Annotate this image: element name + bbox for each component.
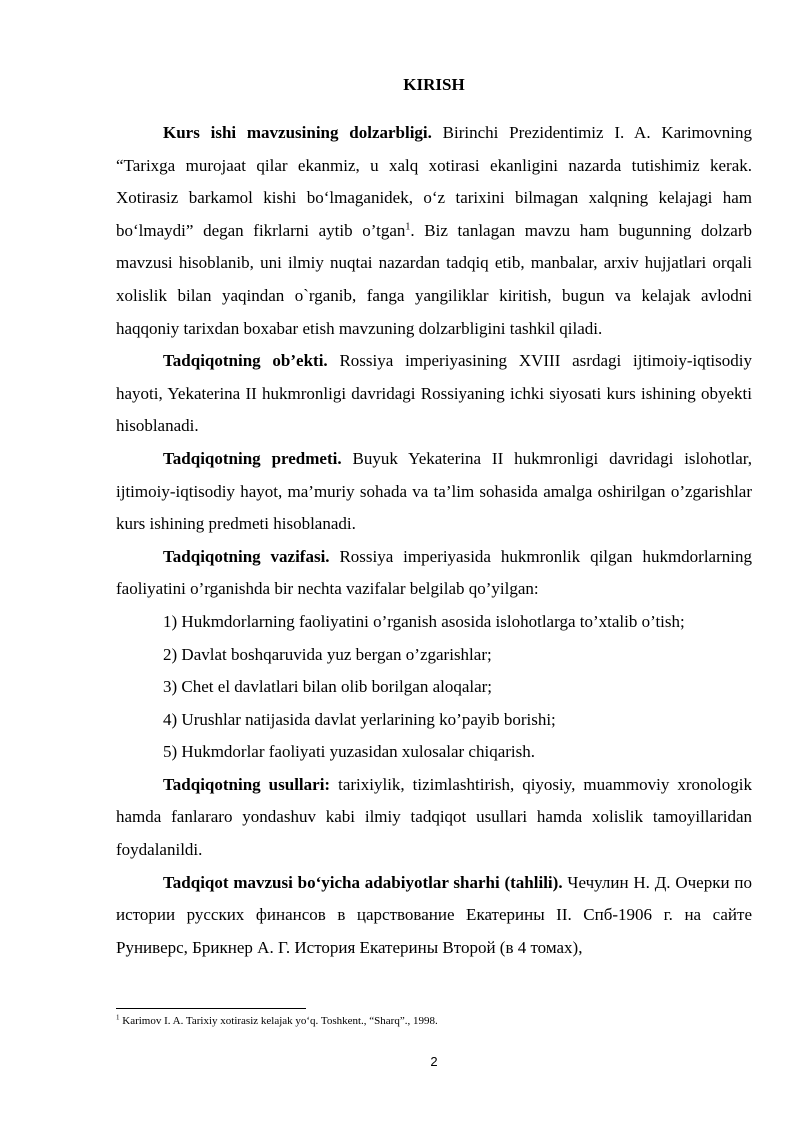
page-title: KIRISH bbox=[403, 75, 465, 94]
task-item-5: 5) Hukmdorlar faoliyati yuzasidan xulosalar chiqarish. bbox=[163, 742, 535, 762]
task-item-4: 4) Urushlar natijasida davlat yerlarining ko’payib borishi; bbox=[163, 709, 556, 729]
paragraph-object bbox=[116, 345, 752, 443]
document-body bbox=[116, 117, 752, 964]
paragraph-tasks bbox=[116, 541, 752, 606]
paragraph-literature bbox=[116, 867, 752, 965]
paragraph-text: Buyuk Yekaterina II hukmronligi davridagi islohotlar, ijtimoiy-iqtisodiy hayot, ma’muriy sohada va ta’lim sohasida amalga oshirilgan o’zgarishlar kurs ishining predmeti hisoblanadi. bbox=[116, 448, 752, 534]
paragraph-lead: Kurs ishi mavzusining dolzarbligi. bbox=[163, 123, 432, 142]
task-item-1: 1) Hukmdorlarning faoliyatini o’rganish asosida islohotlarga to’xtalib o’tish; bbox=[163, 611, 685, 631]
paragraph-lead: Tadqiqotning vazifasi. bbox=[163, 546, 330, 566]
paragraph-text: tarixiylik, tizimlashtirish, qiyosiy, muammoviy xronologik hamda fanlararo yondashuv kabi ilmiy tadqiqot usullari hamda xolislik tamoyillaridan foydalanildi. bbox=[116, 774, 752, 860]
footnote-mark: 1 bbox=[116, 1013, 120, 1022]
paragraph-subject bbox=[116, 443, 752, 541]
paragraph-text: Birinchi Prezidentimiz I. A. Karimovning “Tarixga murojaat qilar ekanmiz, u xalq xotirasi ekanligini nazarda tutishimiz kerak. Xotirasiz barkamol kishi bo‘lmaganidek, o‘z tarixini bilmagan xalqning kelajagi ham bo‘lmaydi” degan fikrlarni aytib o’tgan bbox=[116, 123, 753, 240]
footnote-reference[interactable]: 1 bbox=[405, 221, 411, 233]
paragraph-text: Rossiya imperiyasida hukmronlik qilgan hukmdorlarning faoliyatini o’rganishda bir nechta vazifalar belgilab qo’yilgan: bbox=[116, 546, 752, 599]
task-item-3: 3) Chet el davlatlari bilan olib borilgan aloqalar; bbox=[163, 677, 493, 697]
task-item-2: 2) Davlat boshqaruvida yuz bergan o’zgarishlar; bbox=[163, 644, 492, 664]
footnote-divider bbox=[116, 1008, 306, 1009]
paragraph-relevance bbox=[116, 117, 752, 345]
footnote bbox=[116, 1015, 438, 1027]
paragraph-lead: Tadqiqotning usullari: bbox=[163, 774, 331, 794]
footnote-text: Karimov I. A. Tarixiy xotirasiz kelajak yo‘q. Toshkent., “Sharq”., 1998. bbox=[119, 1015, 438, 1027]
paragraph-lead: Tadqiqotning predmeti. bbox=[163, 448, 342, 468]
paragraph-methods bbox=[116, 769, 752, 867]
paragraph-text: Rossiya imperiyasining XVIII asrdagi ijtimoiy-iqtisodiy hayoti, Yekaterina II hukmronligi davridagi Rossiyaning ichki siyosati kurs ishining obyekti hisoblanadi. bbox=[116, 351, 752, 436]
paragraph-lead: Tadqiqotning ob’ekti. bbox=[163, 351, 328, 371]
paragraph-lead: Tadqiqot mavzusi bo‘yicha adabiyotlar sharhi (tahlili). bbox=[163, 872, 563, 892]
paragraph-text: . Biz tanlagan mavzu ham bugunning dolzarb mavzusi hisoblanib, uni ilmiy nuqtai nazardan tadqiq etib, manbalar, arxiv hujjatlari orqali xolislik bilan yaqindan o`rganib, fanga yangiliklar kiritish, bugun va kelajak avlodni haqqoniy tarixdan boxabar etish mavzuning dolzarbligini tashkil qiladi. bbox=[116, 220, 752, 338]
page-number: 2 bbox=[430, 1054, 438, 1069]
paragraph-text: Чечулин Н. Д. Очерки по истории русских финансов в царствование Екатерины II. Спб-1906 г. на сайте Руниверс, Брикнер А. Г. История Екатерины Второй (в 4 томах), bbox=[116, 872, 753, 957]
